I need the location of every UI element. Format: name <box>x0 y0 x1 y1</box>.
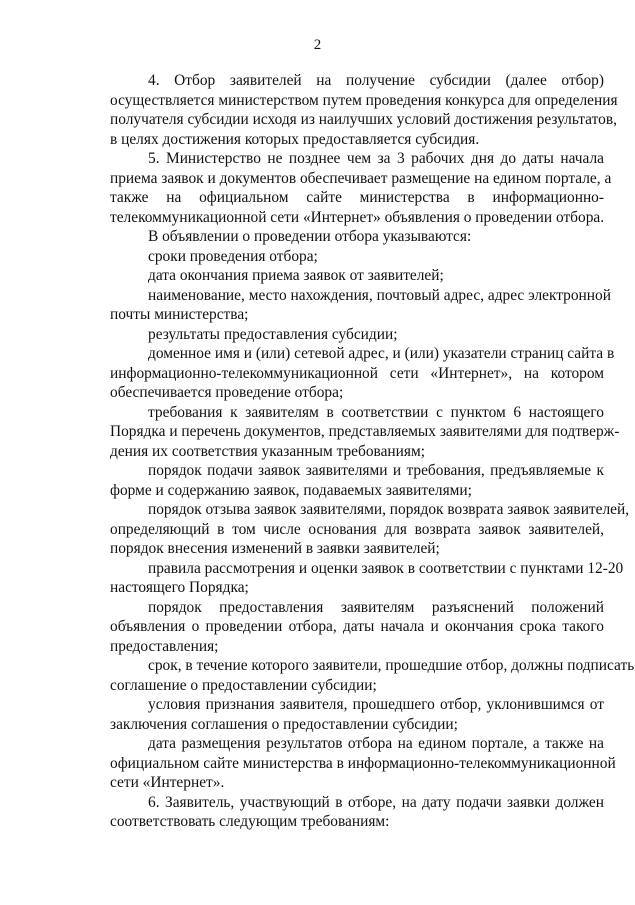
paragraph <box>110 403 620 462</box>
paragraph <box>110 325 604 345</box>
paragraph <box>110 344 615 403</box>
paragraph <box>110 286 611 325</box>
paragraph-line: доменное имя и (или) сетевой адрес, и (или) указатели страниц сайта в <box>148 345 615 362</box>
paragraph-line: правила рассмотрения и оценки заявок в соответствии с пунктами 12-20 <box>148 559 624 577</box>
paragraph-line: телекоммуникационной сети «Интернет» объявления о проведении отбора. <box>110 208 605 226</box>
paragraph-line: срок, в течение которого заявители, прошедшие отбор, должны подписать <box>148 657 635 674</box>
paragraph-line: соответствовать следующим требованиям: <box>110 813 390 830</box>
paragraph-line: приема заявок и документов обеспечивает размещение на едином портале, а <box>110 169 612 187</box>
paragraph <box>110 793 604 832</box>
paragraph-line: порядок внесения изменений в заявки заявителей; <box>110 540 440 557</box>
paragraph <box>110 227 604 247</box>
paragraph-line: в целях достижения которых предоставляется субсидия. <box>110 130 480 148</box>
paragraph <box>110 559 624 598</box>
paragraph <box>110 656 635 695</box>
paragraph <box>110 461 604 500</box>
paragraph-line: 4. Отбор заявителей на получение субсидии (далее отбор) <box>148 72 604 89</box>
paragraph-line: 6. Заявитель, участвующий в отборе, на дату подачи заявки должен <box>148 793 604 811</box>
paragraph-line: объявления о проведении отбора, даты начала и окончания срока такого <box>110 618 604 635</box>
paragraph-line: предоставления; <box>110 637 219 655</box>
paragraph-line: сети «Интернет». <box>110 774 225 791</box>
paragraph-line: 5. Министерство не позднее чем за 3 рабочих дня до даты начала <box>148 150 604 167</box>
document-body <box>110 71 635 832</box>
paragraph-line: наименование, место нахождения, почтовый адрес, адрес электронной <box>148 286 611 304</box>
paragraph <box>110 149 612 227</box>
paragraph-line: Порядка и перечень документов, представляемых заявителями для подтверж- <box>110 423 620 440</box>
paragraph-line: информационно-телекоммуникационной сети «Интернет», на котором <box>110 364 604 382</box>
paragraph-line: соглашение о предоставлении субсидии; <box>110 676 377 694</box>
paragraph-line: требования к заявителям в соответствии с пунктом 6 настоящего <box>148 403 604 421</box>
paragraph-line: осуществляется министерством путем проведения конкурса для определения <box>110 91 618 109</box>
paragraph-line: порядок отзыва заявок заявителями, порядок возврата заявок заявителей, <box>148 501 630 518</box>
paragraph-line: заключения соглашения о предоставлении субсидии; <box>110 715 458 733</box>
paragraph-line: условия признания заявителя, прошедшего отбор, уклонившимся от <box>148 696 604 713</box>
paragraph-line: сроки проведения отбора; <box>148 247 318 265</box>
paragraph <box>110 734 616 793</box>
paragraph <box>110 266 604 286</box>
paragraph-line: дата размещения результатов отбора на едином портале, а также на <box>148 735 604 752</box>
page-number: 2 <box>313 37 322 53</box>
paragraph-line: также на официальном сайте министерства в информационно- <box>110 189 604 206</box>
paragraph-line: почты министерства; <box>110 306 249 323</box>
paragraph-line: обеспечивается проведение отбора; <box>110 384 344 401</box>
paragraph-line: порядок предоставления заявителям разъяснений положений <box>148 598 604 616</box>
paragraph <box>110 247 604 267</box>
paragraph-line: В объявлении о проведении отбора указываются: <box>148 228 472 245</box>
paragraph-line: результаты предоставления субсидии; <box>148 325 398 343</box>
paragraph-line: получателя субсидии исходя из наилучших условий достижения результатов, <box>110 111 617 128</box>
paragraph-line: настоящего Порядка; <box>110 579 249 596</box>
paragraph-line: дения их соответствия указанным требованиям; <box>110 442 426 460</box>
paragraph <box>110 695 604 734</box>
paragraph <box>110 500 630 559</box>
paragraph-line: определяющий в том числе основания для возврата заявок заявителей, <box>110 520 604 538</box>
paragraph <box>110 71 618 149</box>
paragraph <box>110 598 604 657</box>
paragraph-line: порядок подачи заявок заявителями и требования, предъявляемые к <box>148 462 604 479</box>
paragraph-line: дата окончания приема заявок от заявителей; <box>148 267 444 284</box>
paragraph-line: форме и содержанию заявок, подаваемых заявителями; <box>110 481 472 499</box>
paragraph-line: официальном сайте министерства в информационно-телекоммуникационной <box>110 754 616 772</box>
